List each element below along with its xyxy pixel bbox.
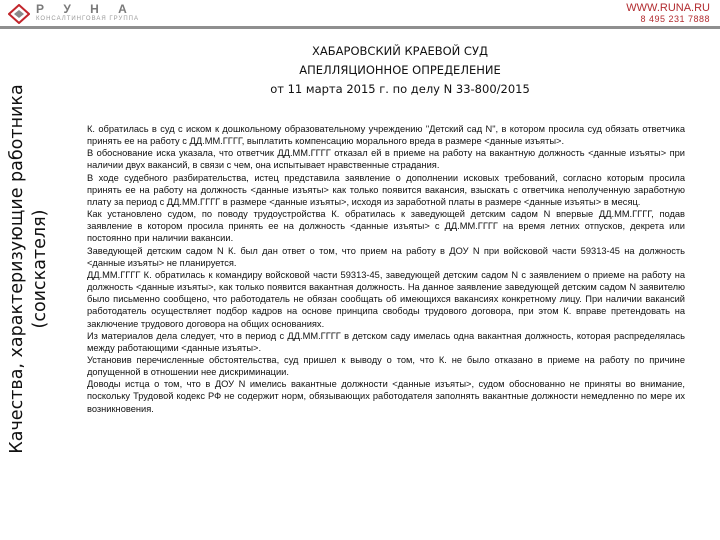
- paragraph: Как установлено судом, по поводу трудоустройства К. обратилась к заведующей детским садом N впервые ДД.ММ.ГГГГ, подав заявление в котором просила принять ее на должность <данные изъяты> с ДД.ММ.ГГГГ на время летних отпусков, декрета или постоянно при наличии вакансии.: [87, 209, 685, 244]
- court-name: ХАБАРОВСКИЙ КРАЕВОЙ СУД: [312, 44, 488, 58]
- document-body: [87, 123, 685, 415]
- header-divider: [0, 26, 720, 29]
- paragraph: В обоснование иска указала, что ответчик ДД.ММ.ГГГГ отказал ей в приеме на работу на вакантную должность <данные изъяты> при наличии двух вакансий, в связи с чем, она испытывает нравственные страдания.: [87, 148, 685, 171]
- paragraph: В ходе судебного разбирательства, истец представила заявление о дополнении исковых требований, согласно которым просила принять ее на работу на должность <данные изъяты> как только появится вакансия, взыскать с ответчика неполученную заработную плату за период с ДД.ММ.ГГГГ в размере <данные изъяты>, исходя из заработной платы в размере <данные изъяты> в месяц.: [87, 172, 685, 207]
- sidebar-title-line-2: (соискателя): [30, 209, 50, 329]
- document-type: АПЕЛЛЯЦИОННОЕ ОПРЕДЕЛЕНИЕ: [299, 63, 501, 77]
- sidebar: [0, 29, 80, 509]
- sidebar-title: [6, 29, 52, 509]
- document-date-case: от 11 марта 2015 г. по делу N 33-800/2015: [270, 82, 530, 96]
- phone-number: 8 495 231 7888: [640, 14, 710, 24]
- paragraph: Из материалов дела следует, что в период с ДД.ММ.ГГГГ в детском саду имелась одна вакантная должность, которая распределялась между работающими <данные изъяты>.: [87, 330, 685, 353]
- header: [0, 0, 720, 26]
- paragraph: Доводы истца о том, что в ДОУ N имелись вакантные должности <данные изъяты>, судом обоснованно не приняты во внимание, поскольку Трудовой кодекс РФ не содержит норм, обязывающих работодателя заполнять вакантные должности немедленно по мере их возникновения.: [87, 379, 685, 414]
- sidebar-title-line-1: Качества, характеризующие работника: [7, 84, 27, 454]
- logo-text: Р У Н А: [36, 2, 135, 16]
- logo-mark-icon: [8, 4, 30, 24]
- paragraph: ДД.ММ.ГГГГ К. обратилась к командиру войсковой части 59313-45, заведующей детским садом N с заявлением о приеме на работу на должность <данные изъяты>, как только появится вакантная должность. На данное заявление заведующей детским садом N заявителю было письменно сообщено, что работодатель не обязан сообщать об имеющихся вакансиях конкретному лицу. При наличии вакансий работодатель осуществляет подбор кадров на основе принципа свободы трудового договора, при этом К. вправе претендовать на заключение трудового договора на общих основаниях.: [87, 269, 685, 329]
- paragraph: К. обратилась в суд с иском к дошкольному образовательному учреждению "Детский сад N", в котором просила суд обязать ответчика принять ее на работу с ДД.ММ.ГГГГ, выплатить компенсацию морального вреда в размере <данные изъяты>.: [87, 124, 685, 147]
- document-title: [100, 42, 700, 99]
- logo-subtitle: КОНСАЛТИНГОВАЯ ГРУППА: [36, 16, 139, 22]
- website-url: WWW.RUNA.RU: [626, 2, 710, 14]
- paragraph: Заведующей детским садом N К. был дан ответ о том, что прием на работу в ДОУ N при войсковой части 59313-45 на должность <данные изъяты> не планируется.: [87, 245, 685, 268]
- paragraph: Установив перечисленные обстоятельства, суд пришел к выводу о том, что К. не было отказано в приеме на работу по причине допущенной в отношении нее дискриминации.: [87, 354, 685, 378]
